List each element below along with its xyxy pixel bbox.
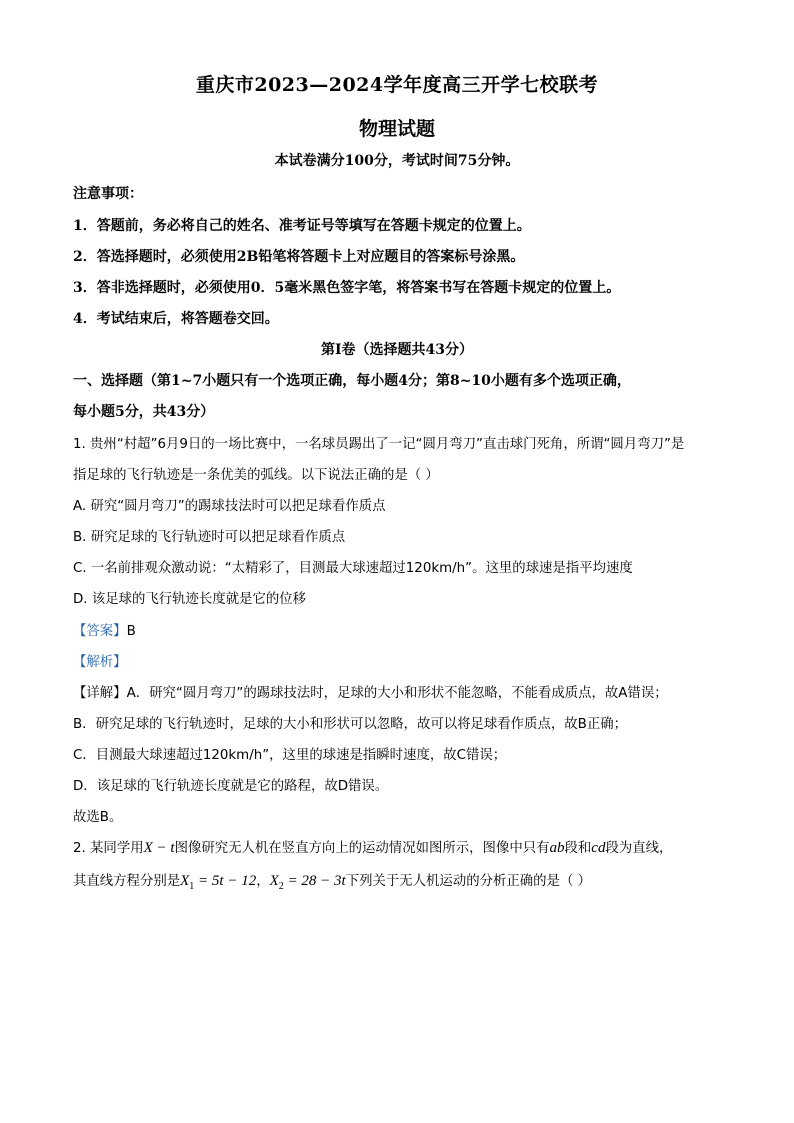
option-d: D. 该足球的飞行轨迹长度就是它的位移 [73,592,307,607]
note-item: 3．答非选择题时，必须使用0．5毫米黑色签字笔，将答案书写在答题卡规定的位置上。 [73,280,621,296]
q2-text: 2. 某同学用 [73,841,144,856]
detail-text: C．目测最大球速超过120km/h”，这里的球速是指瞬时速度，故C错误； [73,748,507,763]
q2-text: 段为直线， [605,841,673,856]
answer-line [73,620,136,640]
eq2-rhs: = 28 − 3t [283,873,346,889]
detail-text: A．研究“圆月弯刀”的踢球技法时，足球的大小和形状不能忽略，不能看成质点，故A错误； [126,686,668,701]
subject-title: 物理试题 [358,118,435,140]
q2-equation-2 [269,873,346,892]
eq2-variable: X [269,873,279,889]
detail-label: 【详解】 [73,686,127,701]
detail-text: D．该足球的飞行轨迹长度就是它的路程，故D错误。 [73,779,389,794]
note-item: 4．考试结束后，将答题卷交回。 [73,311,279,327]
q2-math-xt: X − t [143,840,175,856]
exam-title: 重庆市2023—2024学年度高三开学七校联考 [195,74,599,96]
q2-separator: ， [256,874,270,889]
notes-heading: 注意事项： [73,186,143,202]
q2-equation-1 [180,873,257,892]
q2-segment-ab: ab [549,840,565,856]
q2-text: 图像研究无人机在竖直方向上的运动情况如图所示，图像中只有 [174,841,550,856]
option-a: A. 研究“圆月弯刀”的踢球技法时可以把足球看作质点 [73,499,386,514]
part-instructions: 一、选择题（第1~7小题只有一个选项正确，每小题4分；第8~10小题有多个选项正确， [73,373,631,389]
eq1-variable: X [180,873,190,889]
question-2-stem [73,837,672,857]
answer-value: B [126,624,136,639]
q2-text: 段和 [564,841,592,856]
exam-info: 本试卷满分100分，考试时间75分钟。 [274,153,520,169]
note-item: 2．答选择题时，必须使用2B铅笔将答题卡上对应题目的答案标号涂黑。 [73,249,525,265]
part-instructions-cont: 每小题5分，共43分） [73,404,215,420]
eq1-rhs: = 5t − 12 [194,873,257,889]
answer-label: 【答案】 [73,624,127,639]
eq1-subscript: 1 [189,881,195,892]
analysis-label: 【解析】 [73,655,127,670]
eq2-subscript: 2 [278,881,284,892]
detail-line [73,682,668,702]
option-b: B. 研究足球的飞行轨迹时可以把足球看作质点 [73,530,346,545]
question-2-stem-cont [73,870,591,892]
note-item: 1．答题前，务必将自己的姓名、准考证号等填写在答题卡规定的位置上。 [73,218,531,234]
q2-text: 其直线方程分别是 [73,874,181,889]
question-1-stem: 1. 贵州“村超”6月9日的一场比赛中，一名球员踢出了一记“圆月弯刀”直击球门死角，所谓“圆月弯刀”是 [73,437,685,452]
q2-segment-cd: cd [591,840,606,856]
section-title: 第Ⅰ卷（选择题共43分） [320,342,474,358]
detail-text: B．研究足球的飞行轨迹时，足球的大小和形状可以忽略，故可以将足球看作质点，故B正确； [73,717,627,732]
q2-text: 下列关于无人机运动的分析正确的是（ ） [345,874,591,889]
conclusion: 故选B。 [73,810,123,825]
option-c: C. 一名前排观众激动说：“太精彩了，目测最大球速超过120km/h”。这里的球速是指平均速度 [73,561,633,576]
question-1-stem-cont: 指足球的飞行轨迹是一条优美的弧线。以下说法正确的是（ ） [73,468,439,483]
